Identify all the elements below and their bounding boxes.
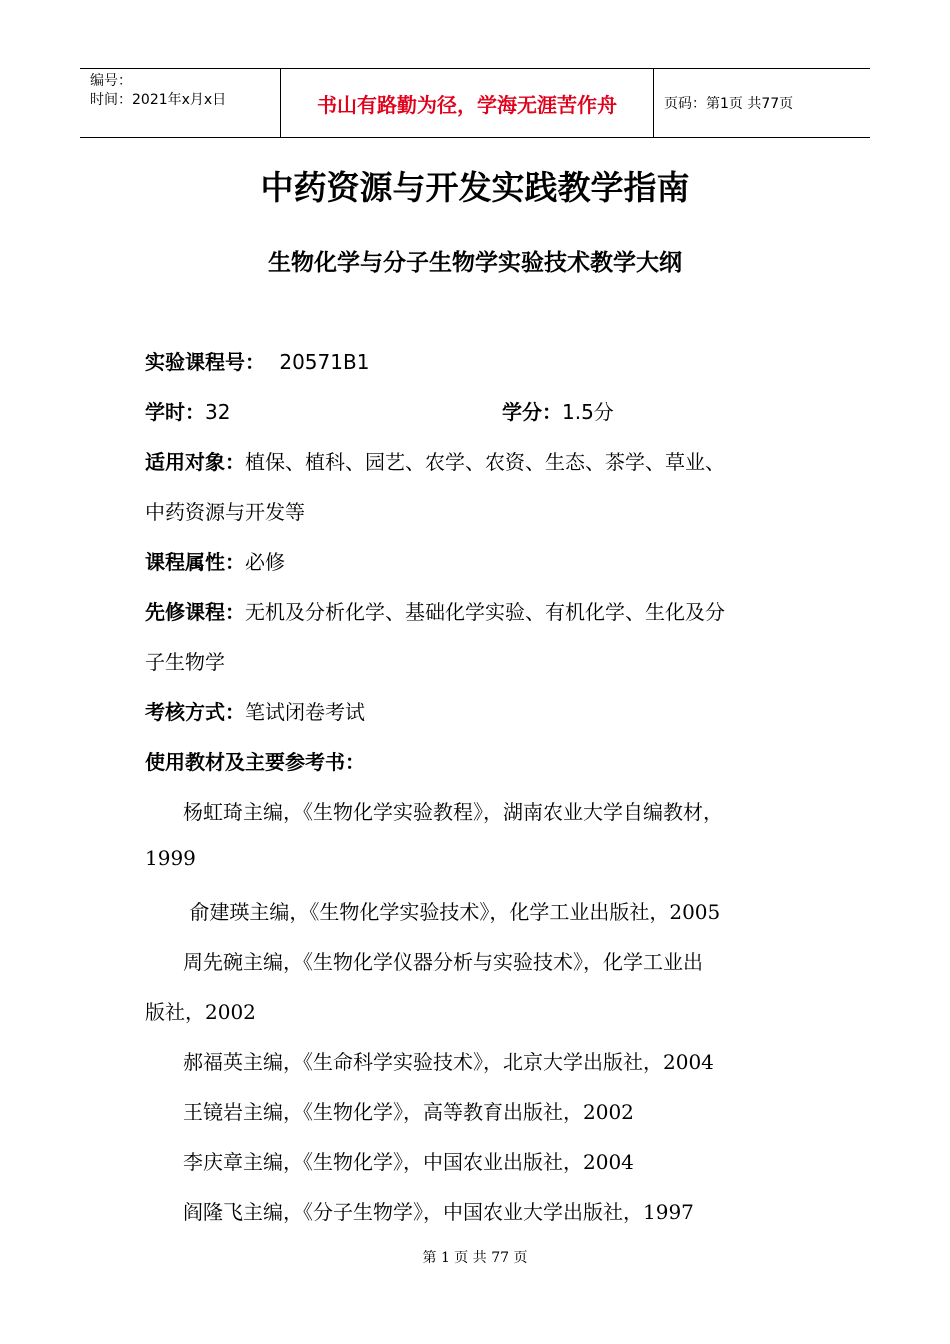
prereq-line bbox=[145, 596, 725, 625]
credit-label: 学分： bbox=[502, 400, 562, 424]
header-date: 时间：2021年x月x日 bbox=[90, 92, 227, 108]
reference-item: 阎隆飞主编，《分子生物学》，中国农业大学出版社，1997 bbox=[183, 1200, 694, 1224]
attribute-line bbox=[145, 546, 285, 575]
page-title: 中药资源与开发实践教学指南 bbox=[260, 168, 690, 207]
audience-value: 植保、植科、园艺、农学、农资、生态、茶学、草业、 bbox=[245, 450, 725, 474]
exam-label: 考核方式： bbox=[145, 700, 245, 724]
reference-item: 俞建瑛主编，《生物化学实验技术》，化学工业出版社，2005 bbox=[183, 900, 721, 924]
audience-line-2: 中药资源与开发等 bbox=[145, 500, 305, 524]
audience-label: 适用对象： bbox=[145, 450, 245, 474]
hours-label: 学时： bbox=[145, 400, 205, 424]
document-header bbox=[80, 68, 870, 138]
hours-line bbox=[145, 396, 230, 425]
books-label: 使用教材及主要参考书： bbox=[145, 750, 365, 774]
exam-value: 笔试闭卷考试 bbox=[245, 700, 365, 724]
prereq-label: 先修课程： bbox=[145, 600, 245, 624]
prereq-value: 无机及分析化学、基础化学实验、有机化学、生化及分 bbox=[245, 600, 725, 624]
page-footer: 第 1 页 共 77 页 bbox=[422, 1250, 528, 1266]
header-motto: 书山有路勤为径，学海无涯苦作舟 bbox=[281, 69, 654, 137]
page-subtitle: 生物化学与分子生物学实验技术教学大纲 bbox=[268, 250, 682, 276]
reference-item-cont: 版社，2002 bbox=[145, 1000, 256, 1024]
reference-item: 杨虹琦主编，《生物化学实验教程》，湖南农业大学自编教材， bbox=[183, 800, 723, 824]
attribute-label: 课程属性： bbox=[145, 550, 245, 574]
reference-item: 李庆章主编，《生物化学》，中国农业出版社，2004 bbox=[183, 1150, 634, 1174]
hours-value: 32 bbox=[205, 400, 231, 424]
header-number: 编号： bbox=[90, 73, 132, 89]
attribute-value: 必修 bbox=[245, 550, 285, 574]
reference-item: 王镜岩主编，《生物化学》，高等教育出版社，2002 bbox=[183, 1100, 634, 1124]
course-number-label: 实验课程号： bbox=[145, 350, 265, 374]
reference-item: 郝福英主编，《生命科学实验技术》，北京大学出版社，2004 bbox=[183, 1050, 714, 1074]
credit-value: 1.5分 bbox=[562, 400, 614, 424]
reference-item: 周先碗主编，《生物化学仪器分析与实验技术》，化学工业出 bbox=[183, 950, 703, 974]
audience-line bbox=[145, 446, 725, 475]
prereq-line-2: 子生物学 bbox=[145, 650, 225, 674]
course-number-value: 20571B1 bbox=[279, 350, 370, 374]
credit-line bbox=[502, 396, 614, 425]
course-number-line bbox=[145, 346, 369, 375]
header-meta bbox=[80, 69, 281, 137]
header-page-info: 页码：第1页 共77页 bbox=[664, 96, 794, 112]
reference-item-cont: 1999 bbox=[145, 846, 196, 870]
exam-line bbox=[145, 696, 365, 725]
